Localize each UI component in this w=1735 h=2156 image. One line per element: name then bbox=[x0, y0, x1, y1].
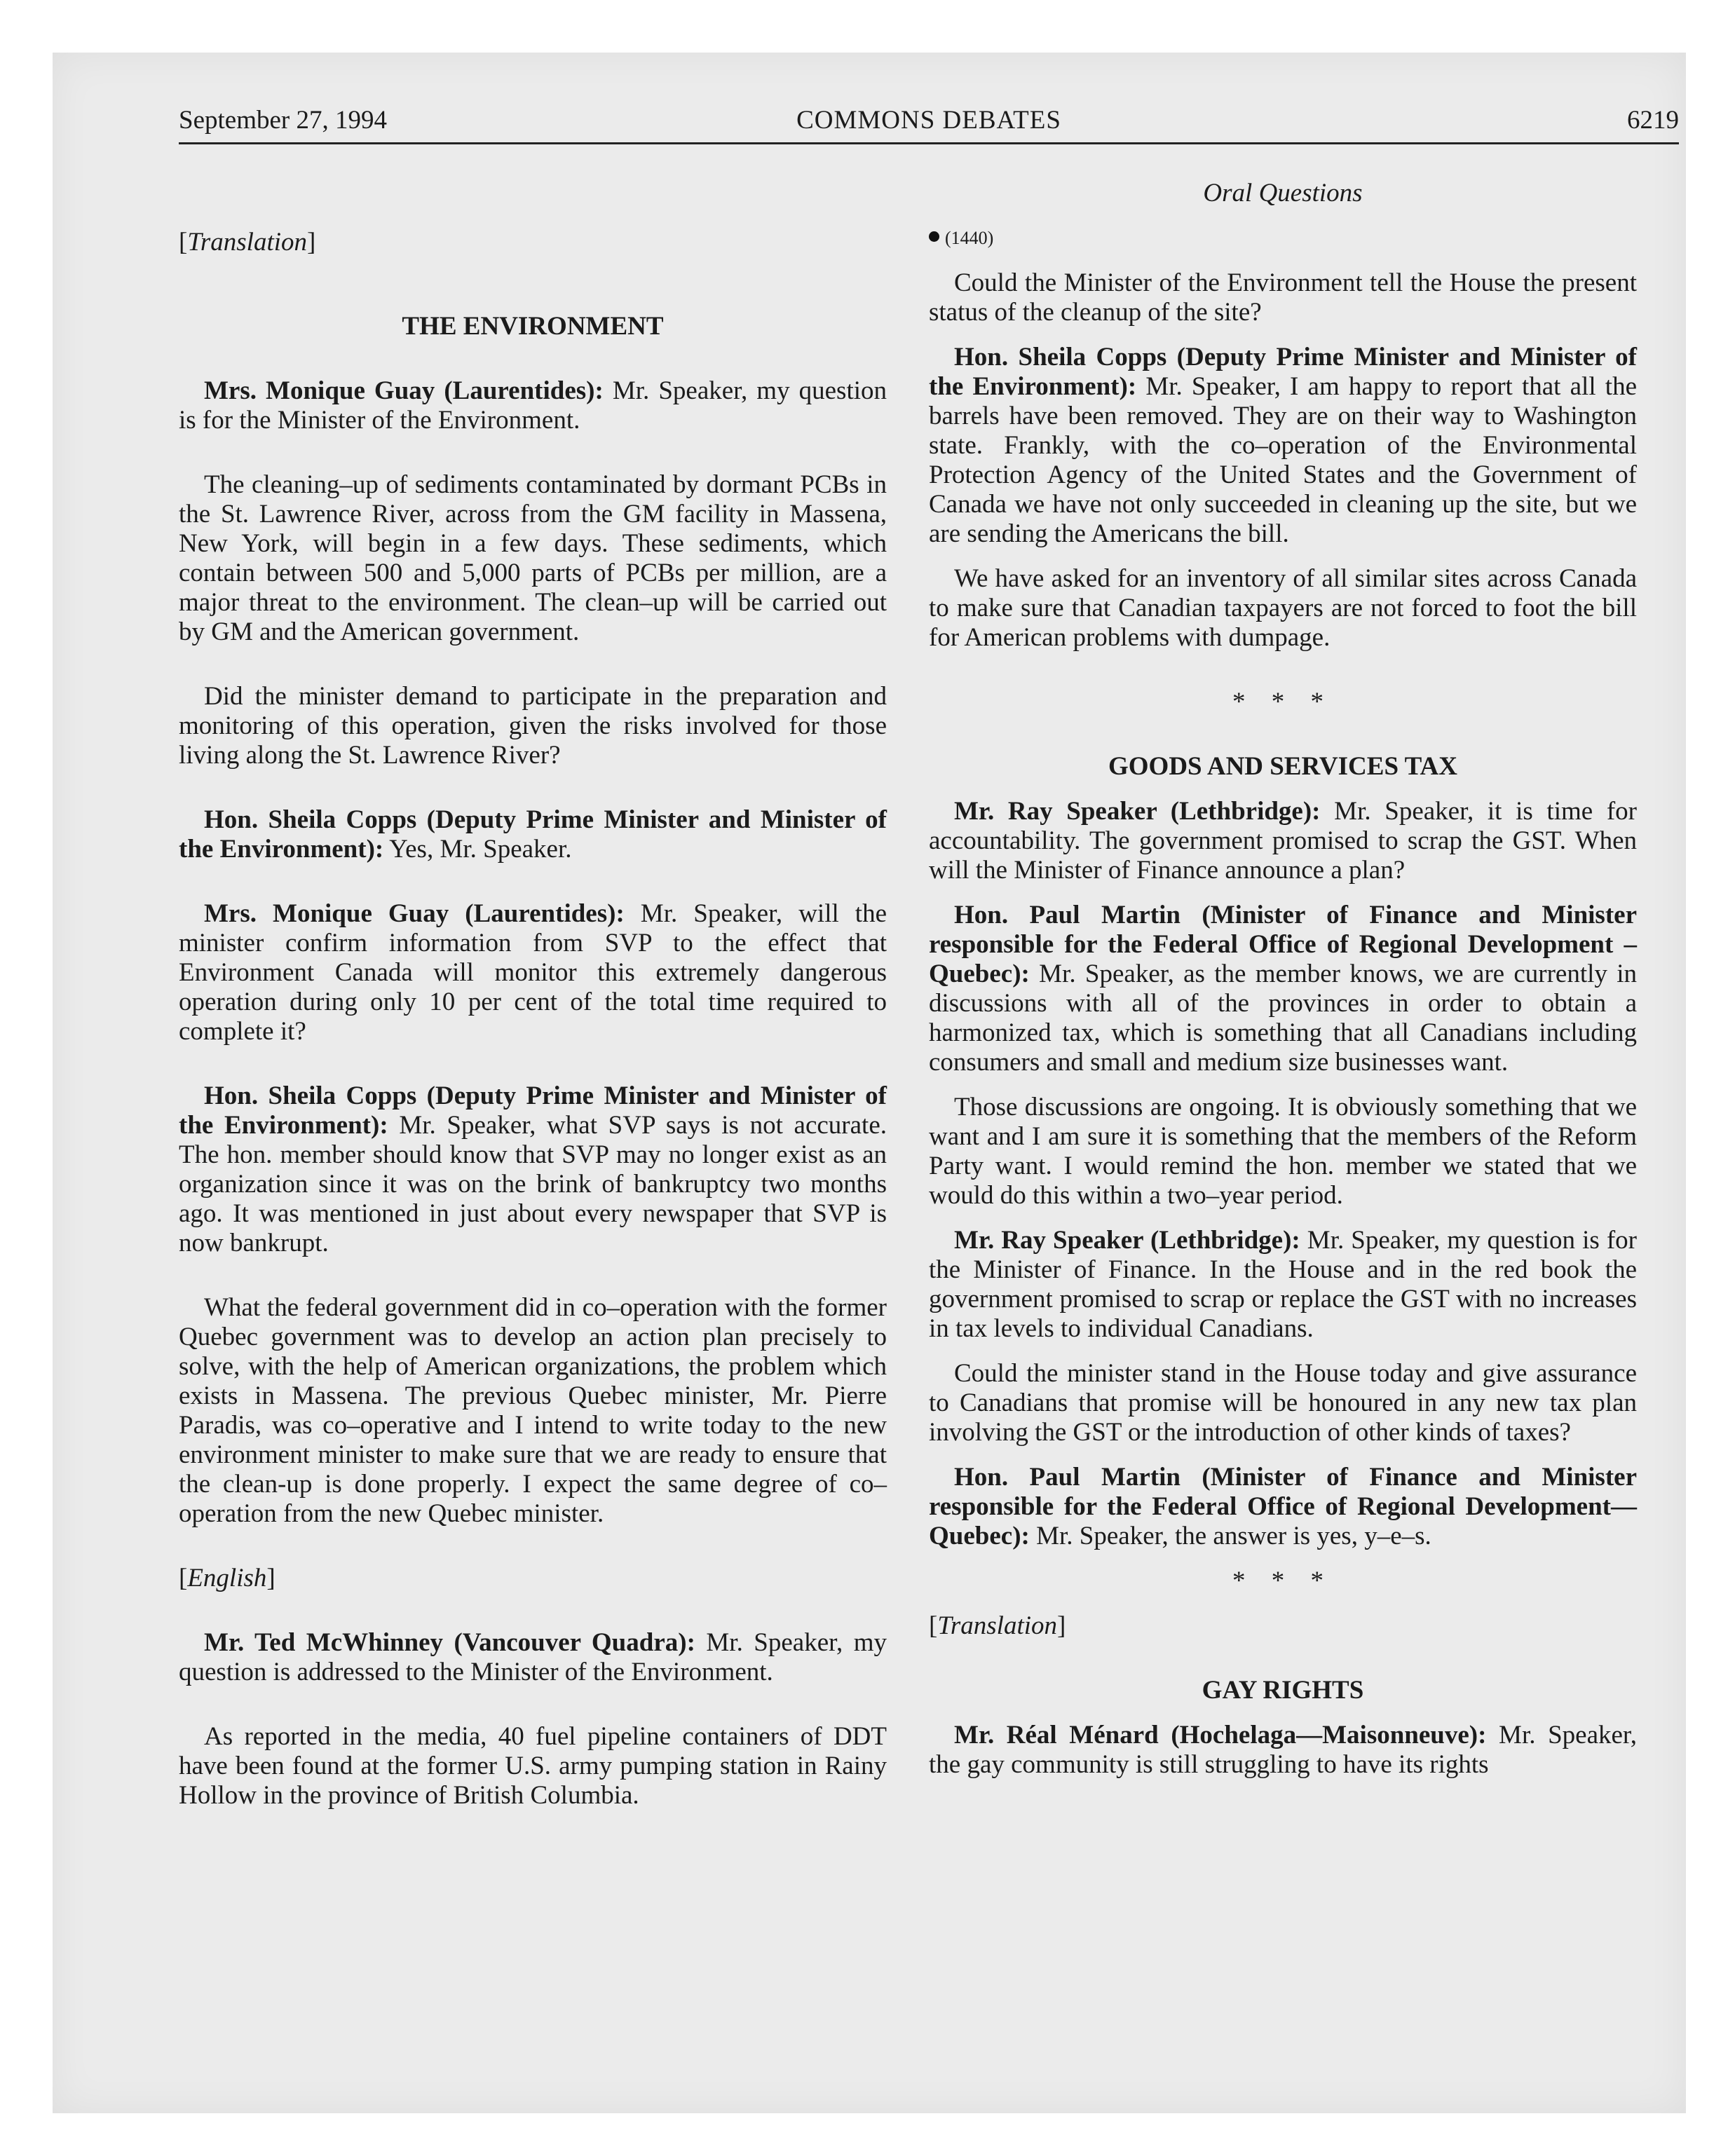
paragraph: Mr. Ted McWhinney (Vancouver Quadra): Mr. Speaker, my question is addressed to the Minister of the Environment. bbox=[179, 1628, 887, 1686]
speaker-name: Mr. Ray Speaker (Lethbridge): bbox=[954, 797, 1321, 826]
speaker-name: Hon. Sheila Copps (Deputy Prime Minister and Minister of the Environment): bbox=[179, 1082, 887, 1140]
section-heading-gay-rights: GAY RIGHTS bbox=[1202, 1676, 1364, 1705]
page-header bbox=[179, 105, 1679, 147]
page-sheet bbox=[53, 53, 1686, 2113]
header-page-number: 6219 bbox=[1627, 106, 1679, 135]
header-title: COMMONS DEBATES bbox=[796, 106, 1061, 135]
speaker-name: Mrs. Monique Guay (Laurentides): bbox=[204, 376, 604, 405]
header-date: September 27, 1994 bbox=[179, 106, 387, 135]
paragraph: As reported in the media, 40 fuel pipeline containers of DDT have been found at the former U.S. army pumping station in Rainy Hollow in the province of British Columbia. bbox=[179, 1722, 887, 1810]
speaker-name: Hon. Sheila Copps (Deputy Prime Minister and Minister of the Environment): bbox=[179, 805, 887, 864]
paragraph: Could the minister stand in the House today and give assurance to Canadians that promise will be honoured in any new tax plan involving the GST or the introduction of other kinds of taxes? bbox=[929, 1359, 1637, 1447]
paragraph: Mrs. Monique Guay (Laurentides): Mr. Speaker, will the minister confirm information from SVP to the effect that Environment Canada will monitor this extremely dangerous operation during only 10 per cent of the total time required to complete it? bbox=[179, 899, 887, 1046]
speaker-name: Mr. Réal Ménard (Hochelaga—Maisonneuve): bbox=[954, 1721, 1487, 1749]
paragraph: Hon. Sheila Copps (Deputy Prime Minister and Minister of the Environment): Mr. Speaker, what SVP says is not accurate. The hon. member should know that SVP may no longer exist as an organization since it was on the brink of bankruptcy two months ago. It was mentioned in just about every newspaper that SVP is now bankrupt. bbox=[179, 1082, 887, 1257]
section-separator: * * * bbox=[1232, 1567, 1333, 1595]
paragraph: The cleaning–up of sediments contaminated by dormant PCBs in the St. Lawrence River, across from the GM facility in Massena, New York, will begin in a few days. These sediments, which contain between 500 and 5,000 parts of PCBs per million, are a major threat to the environment. The clean–up will be carried out by GM and the American government. bbox=[179, 470, 887, 646]
speaker-name: Mr. Ted McWhinney (Vancouver Quadra): bbox=[204, 1628, 695, 1657]
speaker-name: Hon. Paul Martin (Minister of Finance and Minister responsible for the Federal Office of Regional Development –Quebec): bbox=[929, 901, 1637, 988]
running-head: Oral Questions bbox=[1203, 179, 1363, 207]
paragraph: Mrs. Monique Guay (Laurentides): Mr. Speaker, my question is for the Minister of the Environment. bbox=[179, 376, 887, 435]
right-column bbox=[929, 179, 1637, 1780]
paragraph: Mr. Réal Ménard (Hochelaga—Maisonneuve): Mr. Speaker, the gay community is still struggling to have its rights bbox=[929, 1721, 1637, 1779]
page-content bbox=[53, 53, 1686, 2113]
bullet-icon bbox=[929, 231, 939, 242]
language-tag-translation: [Translation] bbox=[179, 228, 316, 257]
paragraph: Hon. Sheila Copps (Deputy Prime Minister and Minister of the Environment): Yes, Mr. Speaker. bbox=[179, 805, 887, 864]
paragraph: Hon. Sheila Copps (Deputy Prime Minister and Minister of the Environment): Mr. Speaker, I am happy to report that all the barrels have been removed. They are on their way to Washington state. Frankly, with the co–operation of the Environmental Protection Agency of the United States and the Government of Canada we have not only succeeded in cleaning up the site, but we are sending the Americans the bill. bbox=[929, 343, 1637, 548]
speaker-name: Mrs. Monique Guay (Laurentides): bbox=[204, 899, 625, 928]
section-separator: * * * bbox=[1232, 688, 1333, 716]
language-tag-english: [English] bbox=[179, 1564, 275, 1592]
time-stamp: (1440) bbox=[929, 224, 1637, 253]
paragraph: Could the Minister of the Environment tell the House the present status of the cleanup of the site? bbox=[929, 268, 1637, 327]
header-rule bbox=[179, 142, 1679, 144]
paragraph: Those discussions are ongoing. It is obviously something that we want and I am sure it is something that the members of the Reform Party want. I would remind the hon. member we stated that we would do this within a two–year period. bbox=[929, 1093, 1637, 1210]
section-heading-gst: GOODS AND SERVICES TAX bbox=[1108, 752, 1457, 781]
speaker-name: Mr. Ray Speaker (Lethbridge): bbox=[954, 1226, 1300, 1255]
language-tag-translation: [Translation] bbox=[929, 1611, 1066, 1640]
speaker-name: Hon. Paul Martin (Minister of Finance and Minister responsible for the Federal Office of Regional Development—Quebec): bbox=[929, 1463, 1637, 1550]
paragraph: Hon. Paul Martin (Minister of Finance and Minister responsible for the Federal Office of Regional Development—Quebec): Mr. Speaker, the answer is yes, y–e–s. bbox=[929, 1463, 1637, 1550]
paragraph: Did the minister demand to participate in the preparation and monitoring of this operation, given the risks involved for those living along the St. Lawrence River? bbox=[179, 682, 887, 770]
paragraph: What the federal government did in co–operation with the former Quebec government was to develop an action plan precisely to solve, with the help of American organizations, the problem which exists in Massena. The previous Quebec minister, Mr. Pierre Paradis, was co–operative and I intend to write today to the new environment minister to make sure that we are ready to ensure that the clean-up is done properly. I expect the same degree of co–operation from the new Quebec minister. bbox=[179, 1293, 887, 1528]
paragraph: Mr. Ray Speaker (Lethbridge): Mr. Speaker, my question is for the Minister of Finance. In the House and in the red book the government promised to scrap or replace the GST with no increases in tax levels to individual Canadians. bbox=[929, 1226, 1637, 1343]
paragraph: Mr. Ray Speaker (Lethbridge): Mr. Speaker, it is time for accountability. The government promised to scrap the GST. When will the Minister of Finance announce a plan? bbox=[929, 797, 1637, 885]
left-column bbox=[179, 228, 887, 1810]
section-heading-environment: THE ENVIRONMENT bbox=[402, 312, 664, 341]
paragraph: We have asked for an inventory of all similar sites across Canada to make sure that Canadian taxpayers are not forced to foot the bill for American problems with dumpage. bbox=[929, 564, 1637, 652]
speaker-name: Hon. Sheila Copps (Deputy Prime Minister and Minister of the Environment): bbox=[929, 343, 1637, 401]
paragraph: Hon. Paul Martin (Minister of Finance and Minister responsible for the Federal Office of Regional Development –Quebec): Mr. Speaker, as the member knows, we are currently in discussions with all of the provinces in order to obtain a harmonized tax, which is something that all Canadians including consumers and small and medium size businesses want. bbox=[929, 901, 1637, 1077]
